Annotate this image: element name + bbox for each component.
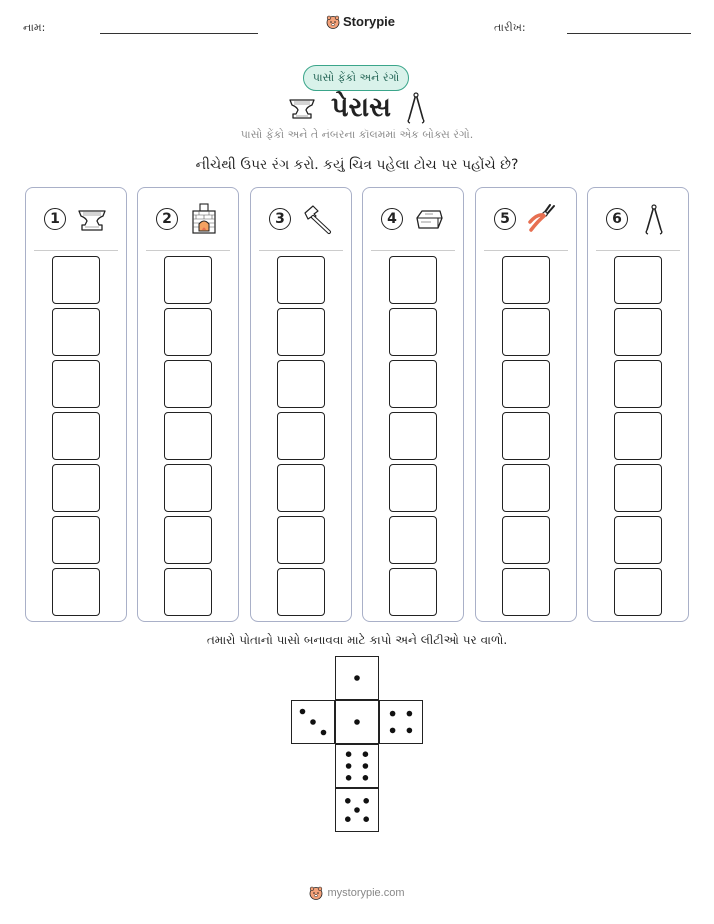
color-box[interactable] [277,412,325,460]
dice-pip [407,711,413,717]
column-divider [484,250,568,251]
color-box[interactable] [614,516,662,564]
column-3 [250,187,352,622]
tongs-icon [405,91,427,125]
color-box-stack [138,256,238,616]
column-header [251,188,351,250]
column-5 [475,187,577,622]
dice-pip [363,816,369,822]
dice-pip [354,719,360,725]
brand-logo [326,14,395,29]
anvil-icon [76,203,108,235]
storypie-mascot-icon [309,886,323,900]
column-number: 2 [156,208,178,230]
color-box[interactable] [614,412,662,460]
dice-pip [363,751,369,757]
dice-pip [346,751,352,757]
dice-pip [300,709,306,715]
color-box[interactable] [277,360,325,408]
column-divider [371,250,455,251]
color-box[interactable] [52,256,100,304]
column-6 [587,187,689,622]
column-header [476,188,576,250]
dice-pip [363,798,369,804]
question: નીચેથી ઉપર રંગ કરો. કયું ચિત્ર પહેલા ટોચ પર પહોંચે છે? [195,157,519,173]
brand-name: Storypie [343,14,396,29]
color-box[interactable] [502,516,550,564]
color-box[interactable] [164,360,212,408]
name-line[interactable] [100,33,258,34]
dice-pip [363,763,369,769]
color-box[interactable] [52,516,100,564]
dice-pip [363,775,369,781]
color-box[interactable] [52,464,100,512]
footer-url: mystorypie.com [327,887,405,899]
color-box[interactable] [502,412,550,460]
tongs-icon [638,203,670,235]
color-box[interactable] [52,360,100,408]
dice-pip [310,719,316,725]
column-header [588,188,688,250]
dice-pip [345,816,351,822]
column-number: 3 [269,208,291,230]
pill-label: પાસો ફેંકો અને રંગો [312,71,400,84]
date-label: તારીખ: [494,21,526,34]
color-box[interactable] [277,308,325,356]
color-box[interactable] [52,308,100,356]
color-box[interactable] [277,568,325,616]
color-box[interactable] [389,568,437,616]
footer [0,886,714,900]
dice-face-4 [379,700,423,744]
column-4 [362,187,464,622]
dice-face-5 [335,788,379,832]
color-box[interactable] [502,568,550,616]
color-box[interactable] [389,256,437,304]
dice-face-1 [335,700,379,744]
dice-pip [345,798,351,804]
color-box-stack [26,256,126,616]
dice-pip [346,763,352,769]
dice-pip [407,728,413,734]
dice-face-1 [335,656,379,700]
name-label: નામ: [23,21,46,34]
pliers-icon [526,203,558,235]
hammer-icon [301,203,333,235]
color-box[interactable] [389,464,437,512]
color-box[interactable] [52,568,100,616]
color-box[interactable] [164,568,212,616]
color-box[interactable] [614,360,662,408]
dice-pip [321,730,327,736]
column-header [138,188,238,250]
color-box[interactable] [614,464,662,512]
column-divider [259,250,343,251]
color-box-stack [588,256,688,616]
column-1 [25,187,127,622]
subtitle: પાસો ફેંકો અને તે નંબરના કૉલમમાં એક બોક્સ રંગો. [240,128,474,141]
color-box[interactable] [164,412,212,460]
color-box[interactable] [164,464,212,512]
column-header [363,188,463,250]
dice-pip [390,711,396,717]
column-divider [146,250,230,251]
column-number: 4 [381,208,403,230]
color-box[interactable] [502,256,550,304]
color-box[interactable] [502,360,550,408]
dice-face-3 [291,700,335,744]
column-number: 6 [606,208,628,230]
dice-pip [354,807,360,813]
color-box[interactable] [164,516,212,564]
metal-ingot-icon [413,203,445,235]
forge-furnace-icon [188,203,220,235]
date-line[interactable] [567,33,691,34]
column-number: 5 [494,208,516,230]
color-box[interactable] [277,464,325,512]
column-header [26,188,126,250]
color-box[interactable] [52,412,100,460]
dice-face-6 [335,744,379,788]
color-box[interactable] [614,256,662,304]
color-box-stack [476,256,576,616]
color-box[interactable] [389,412,437,460]
color-box[interactable] [614,568,662,616]
color-box[interactable] [164,256,212,304]
column-2 [137,187,239,622]
title-row [0,88,714,128]
color-box[interactable] [614,308,662,356]
color-box-stack [363,256,463,616]
dice-pip [390,728,396,734]
color-box[interactable] [164,308,212,356]
column-number: 1 [44,208,66,230]
color-box[interactable] [389,308,437,356]
dice-pip [354,675,360,681]
color-box[interactable] [277,256,325,304]
color-box[interactable] [502,308,550,356]
color-box-stack [251,256,351,616]
anvil-icon [287,94,317,122]
column-divider [34,250,118,251]
page-title: પેરાસ [331,92,391,123]
dice-instruction: તમારો પોતાનો પાસો બનાવવા માટે કાપો અને લીટીઓ પર વાળો. [206,633,508,647]
color-box[interactable] [277,516,325,564]
color-box[interactable] [502,464,550,512]
dice-pip [346,775,352,781]
storypie-mascot-icon [326,15,340,29]
column-divider [596,250,680,251]
color-box[interactable] [389,360,437,408]
color-box[interactable] [389,516,437,564]
